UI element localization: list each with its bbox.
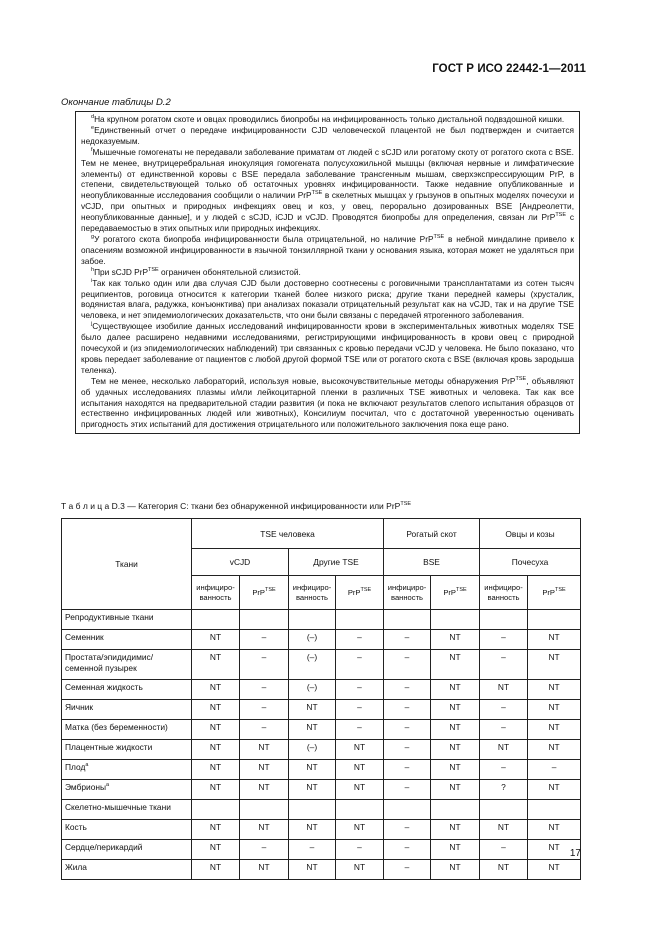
empty-cell bbox=[192, 610, 240, 630]
footnote-text: Существующее изобилие данных исследований инфицированности крови в экспериментальных животных моделях TSE было далее расширено недавними исследованиями, регистрирующими инфицированность в крови овец с природной почесухой и (из эпидемиологических наблюдений) три связанных с кровью передачи vCJD у человека. Не было показано, что кровь передает заболевание от пациентов с любой другой формой TSE или от рогатого скота с BSE (включая кровь зародыша теленка). bbox=[81, 321, 574, 375]
table-cell: NT bbox=[192, 720, 240, 740]
tissue-name bbox=[62, 700, 192, 720]
table-cell: NT bbox=[192, 630, 240, 650]
empty-cell bbox=[240, 610, 289, 630]
header-other-tse: Другие TSE bbox=[289, 549, 384, 576]
table-cell: – bbox=[384, 680, 431, 700]
footnote bbox=[81, 278, 574, 322]
header-vcjd: vCJD bbox=[192, 549, 289, 576]
table-cell: NT bbox=[240, 760, 289, 780]
table-cell: (–) bbox=[289, 650, 336, 680]
header-prp-text: PrP bbox=[252, 587, 265, 597]
table-cell: – bbox=[384, 760, 431, 780]
tissue-name-text: Простата/эпидидимис/семенной пузырек bbox=[65, 652, 154, 673]
table-row bbox=[62, 700, 581, 720]
tissue-name bbox=[62, 740, 192, 760]
tissue-name bbox=[62, 630, 192, 650]
table-cell: – bbox=[384, 860, 431, 880]
tissue-name-text: Яичник bbox=[65, 702, 94, 712]
table-cell: NT bbox=[289, 700, 336, 720]
footnote bbox=[81, 234, 574, 267]
empty-cell bbox=[240, 800, 289, 820]
footnote bbox=[81, 321, 574, 376]
empty-cell bbox=[431, 610, 480, 630]
table-cell: NT bbox=[528, 630, 581, 650]
tissue-name bbox=[62, 860, 192, 880]
table-row bbox=[62, 680, 581, 700]
table-cell: NT bbox=[289, 820, 336, 840]
table-cell: – bbox=[384, 630, 431, 650]
header-infectivity: инфициро-ванность bbox=[289, 576, 336, 610]
table-cell: NT bbox=[528, 860, 581, 880]
table-cell: – bbox=[336, 680, 384, 700]
header-bse: BSE bbox=[384, 549, 480, 576]
table-cell: – bbox=[384, 650, 431, 680]
header-prp-sup: TSE bbox=[555, 586, 566, 593]
empty-cell bbox=[528, 800, 581, 820]
superscript: TSE bbox=[148, 266, 159, 273]
table-cell: NT bbox=[192, 780, 240, 800]
table-cell: – bbox=[289, 840, 336, 860]
footnote-text: , объявляют об удачных исследованиях плазмы и/или лейкоцитарной пленки в различных TSE животных и человека. Так как все испытания находятся на предварительной стадии развития (и пока не включают результатов слепого испытания образцов от естественно инфицированных людей или животных), Консилиум посчитал, что с достаточной уверенностью оценивать пригодность этих испытаний для достижения отрицательного или положительного заключения пока еще рано. bbox=[81, 375, 574, 430]
table-cell: – bbox=[528, 760, 581, 780]
footnote bbox=[81, 376, 574, 431]
tissue-name-text: Эмбрионы bbox=[65, 782, 107, 792]
header-infectivity: инфициро-ванность bbox=[480, 576, 528, 610]
table-cell: NT bbox=[528, 740, 581, 760]
footnote-mark: i bbox=[91, 277, 93, 284]
table-cell: NT bbox=[431, 700, 480, 720]
table-cell: NT bbox=[431, 630, 480, 650]
table-cell: NT bbox=[336, 740, 384, 760]
table-d3-caption bbox=[61, 501, 411, 511]
table-cell: – bbox=[384, 740, 431, 760]
tissue-name bbox=[62, 760, 192, 780]
table-cell: NT bbox=[336, 780, 384, 800]
table-cell: – bbox=[336, 630, 384, 650]
table-cell: NT bbox=[431, 760, 480, 780]
table-cell: NT bbox=[240, 820, 289, 840]
table-cell: NT bbox=[480, 680, 528, 700]
table-row bbox=[62, 840, 581, 860]
table-row bbox=[62, 780, 581, 800]
table-cell: – bbox=[480, 720, 528, 740]
table-cell: NT bbox=[289, 760, 336, 780]
table-cell: – bbox=[480, 840, 528, 860]
table-cell: NT bbox=[192, 860, 240, 880]
header-prp bbox=[336, 576, 384, 610]
empty-cell bbox=[528, 610, 581, 630]
footnote-text: с передаваемостью в этих опытных или природных инфекциях. bbox=[81, 212, 574, 234]
footnote-text: Тем не менее, несколько лабораторий, используя новые, высокочувствительные методы обнаружения PrP bbox=[91, 375, 516, 386]
footnote bbox=[81, 125, 574, 147]
table-row bbox=[62, 630, 581, 650]
table-cell: ? bbox=[480, 780, 528, 800]
empty-cell bbox=[480, 800, 528, 820]
table-cell: NT bbox=[431, 820, 480, 840]
tissue-name-text: Семенная жидкость bbox=[65, 682, 143, 692]
table-cell: – bbox=[384, 700, 431, 720]
table-cell: – bbox=[480, 650, 528, 680]
superscript: TSE bbox=[515, 375, 527, 382]
footnote-text: в небной миндалине привело к опасениям возможной инфицированности в язычной тонзиллярной ткани у основания языка, которая может не удаляться при забое. bbox=[81, 233, 575, 266]
table-cell: NT bbox=[528, 720, 581, 740]
header-cattle: Рогатый скот bbox=[384, 519, 480, 549]
empty-cell bbox=[336, 610, 384, 630]
table-cell: NT bbox=[192, 820, 240, 840]
footnote bbox=[81, 267, 574, 278]
table-cell: – bbox=[240, 630, 289, 650]
table-cell: – bbox=[240, 720, 289, 740]
table-cell: – bbox=[336, 720, 384, 740]
table-cell: – bbox=[384, 840, 431, 860]
footnote-text: Так как только один или два случая CJD были достоверно соотнесены с роговичными трансплантатами из сотен тысяч реципиентов, роговица относится к категории тканей более низкого риска; другие ткани передней камеры (хрусталик, водянистая влага, радужка, конъюнктива) при анализах показали отрицательный результат как на vCJD, так и на другие TSE человека, и нет эпидемиологических доказательств, что они были связаны с передачей ятрогенного заболевания. bbox=[81, 277, 574, 321]
tissue-name-text: Кость bbox=[65, 822, 87, 832]
tissue-name bbox=[62, 720, 192, 740]
footnote-text: ограничен обонятельной слизистой. bbox=[158, 266, 301, 277]
table-d3-caption-text: Т а б л и ц а D.3 — Категория C: ткани без обнаруженной инфицированности или PrP bbox=[61, 501, 401, 511]
table-cell: NT bbox=[431, 720, 480, 740]
table-row bbox=[62, 820, 581, 840]
header-prp-sup: TSE bbox=[264, 586, 276, 593]
table-cell: NT bbox=[431, 780, 480, 800]
header-infectivity: инфициро-ванность bbox=[384, 576, 431, 610]
table-cell: – bbox=[336, 700, 384, 720]
table-cell: – bbox=[240, 680, 289, 700]
table-d2-continuation-caption: Окончание таблицы D.2 bbox=[61, 97, 171, 108]
empty-cell bbox=[431, 800, 480, 820]
table-cell: – bbox=[240, 840, 289, 860]
table-cell: NT bbox=[431, 860, 480, 880]
table-cell: NT bbox=[192, 840, 240, 860]
table-cell: NT bbox=[240, 740, 289, 760]
table-cell: – bbox=[480, 700, 528, 720]
table-row bbox=[62, 760, 581, 780]
footnote-text: Единственный отчет о передаче инфицированности CJD человеческой плацентой не был подтвержден и считается недоказуемым. bbox=[81, 124, 574, 146]
footnote bbox=[81, 147, 574, 234]
empty-cell bbox=[289, 610, 336, 630]
tissue-name-text: Сердце/перикардий bbox=[65, 842, 143, 852]
table-cell: NT bbox=[528, 840, 581, 860]
header-scrapie: Почесуха bbox=[480, 549, 581, 576]
footnote-mark: f bbox=[91, 146, 93, 153]
table-cell: NT bbox=[480, 820, 528, 840]
page-number: 17 bbox=[569, 848, 581, 859]
table-cell: – bbox=[480, 630, 528, 650]
table-cell: – bbox=[336, 840, 384, 860]
empty-cell bbox=[289, 800, 336, 820]
section-row bbox=[62, 610, 581, 630]
table-cell: NT bbox=[528, 650, 581, 680]
standard-header: ГОСТ Р ИСО 22442-1—2011 bbox=[432, 63, 586, 75]
tissue-name bbox=[62, 680, 192, 700]
table-cell: NT bbox=[192, 680, 240, 700]
header-tissues: Ткани bbox=[62, 519, 192, 610]
tissue-name bbox=[62, 820, 192, 840]
table-cell: NT bbox=[192, 740, 240, 760]
footnote-mark: j bbox=[91, 321, 93, 328]
footnote-text: в скелетных мышцах у грызунов в опытных моделях почесухи и vCJD, при опытных и природных инфекциях овец и коз, у овец, перорально дозированных BSE [Андреолетти, неопубликованные данные], и у людей с sCJD, iCJD и vCJD. Проводятся биопробы для определения, связан ли PrP bbox=[81, 190, 574, 223]
table-cell: NT bbox=[431, 740, 480, 760]
tissue-name-text: Матка (без беременности) bbox=[65, 722, 168, 732]
table-cell: NT bbox=[336, 760, 384, 780]
superscript: TSE bbox=[311, 190, 323, 197]
tissue-name-text: Плацентные жидкости bbox=[65, 742, 153, 752]
header-prp bbox=[528, 576, 581, 610]
table-cell: NT bbox=[336, 820, 384, 840]
table-cell: NT bbox=[528, 780, 581, 800]
table-cell: NT bbox=[528, 700, 581, 720]
table-cell: – bbox=[336, 650, 384, 680]
table-cell: (–) bbox=[289, 630, 336, 650]
empty-cell bbox=[192, 800, 240, 820]
table-cell: NT bbox=[528, 680, 581, 700]
header-sheep-goats: Овцы и козы bbox=[480, 519, 581, 549]
header-prp-text: PrP bbox=[443, 587, 456, 597]
header-prp bbox=[431, 576, 480, 610]
footnote-text: При sCJD PrP bbox=[94, 266, 148, 277]
header-prp-sup: TSE bbox=[360, 586, 372, 593]
tissue-footnote-mark: a bbox=[85, 762, 89, 768]
footnote bbox=[81, 114, 574, 125]
table-cell: – bbox=[384, 720, 431, 740]
table-cell: (–) bbox=[289, 680, 336, 700]
header-prp-text: PrP bbox=[542, 587, 555, 597]
tissue-name bbox=[62, 840, 192, 860]
table-cell: – bbox=[384, 820, 431, 840]
table-cell: NT bbox=[289, 720, 336, 740]
table-cell: (–) bbox=[289, 740, 336, 760]
table-d2-footnotes bbox=[75, 111, 580, 434]
header-prp bbox=[240, 576, 289, 610]
table-cell: NT bbox=[480, 860, 528, 880]
superscript: TSE bbox=[555, 212, 567, 219]
table-cell: NT bbox=[289, 780, 336, 800]
table-cell: NT bbox=[240, 860, 289, 880]
section-row bbox=[62, 800, 581, 820]
empty-cell bbox=[336, 800, 384, 820]
footnote-text: У рогатого скота биопроба инфицированности была отрицательной, но наличие PrP bbox=[94, 233, 434, 244]
tissue-name bbox=[62, 780, 192, 800]
table-d3 bbox=[61, 518, 581, 880]
table-row bbox=[62, 720, 581, 740]
table-cell: – bbox=[384, 780, 431, 800]
table-cell: NT bbox=[480, 740, 528, 760]
header-infectivity: инфициро-ванность bbox=[192, 576, 240, 610]
tissue-name bbox=[62, 650, 192, 680]
footnote-mark: g bbox=[91, 233, 95, 240]
tissue-name-text: Жила bbox=[65, 862, 87, 872]
empty-cell bbox=[384, 800, 431, 820]
table-cell: NT bbox=[240, 780, 289, 800]
table-cell: NT bbox=[192, 760, 240, 780]
table-cell: NT bbox=[528, 820, 581, 840]
table-cell: – bbox=[480, 760, 528, 780]
tissue-name-text: Семенник bbox=[65, 632, 104, 642]
empty-cell bbox=[384, 610, 431, 630]
table-cell: – bbox=[240, 650, 289, 680]
footnote-text: На крупном рогатом скоте и овцах проводились биопробы на инфицированность только дистальной подвздошной кишки. bbox=[94, 114, 565, 124]
table-cell: NT bbox=[431, 680, 480, 700]
superscript: TSE bbox=[433, 233, 445, 240]
table-cell: NT bbox=[431, 650, 480, 680]
table-cell: NT bbox=[336, 860, 384, 880]
tissue-name-text: Плод bbox=[65, 762, 86, 772]
table-cell: NT bbox=[192, 700, 240, 720]
footnote-text: Мышечные гомогенаты не передавали заболевание приматам от людей с sCJD или рогатому скоту от рогатого скота с BSE. Тем не менее, внутрицеребральная инокуляция гомогената полусухожильной мышцы (включая нервные и лимфатические элементы) от единственной коровы с BSE передала заболевание трансгенным мышам, сверхэкспрессирующим PrP, в степени, свидетельствующей только об остаточных уровнях инфицированности. Также недавние опубликованные и неопубликованные исследования сообщили о наличии PrP bbox=[81, 146, 574, 201]
footnote-mark: h bbox=[91, 266, 95, 273]
table-cell: NT bbox=[289, 860, 336, 880]
footnote-mark: d bbox=[91, 114, 95, 120]
header-prp-sup: TSE bbox=[456, 586, 467, 593]
table-row bbox=[62, 650, 581, 680]
table-row bbox=[62, 740, 581, 760]
section-label: Репродуктивные ткани bbox=[62, 610, 192, 630]
table-cell: NT bbox=[192, 650, 240, 680]
header-prp-text: PrP bbox=[347, 587, 361, 597]
header-tse-human: TSE человека bbox=[192, 519, 384, 549]
footnote-mark: e bbox=[91, 124, 95, 131]
tissue-footnote-mark: a bbox=[106, 782, 110, 788]
table-d3-caption-sup: TSE bbox=[400, 501, 412, 507]
section-label: Скелетно-мышечные ткани bbox=[62, 800, 192, 820]
table-cell: – bbox=[240, 700, 289, 720]
table-row bbox=[62, 860, 581, 880]
empty-cell bbox=[480, 610, 528, 630]
table-cell: NT bbox=[431, 840, 480, 860]
